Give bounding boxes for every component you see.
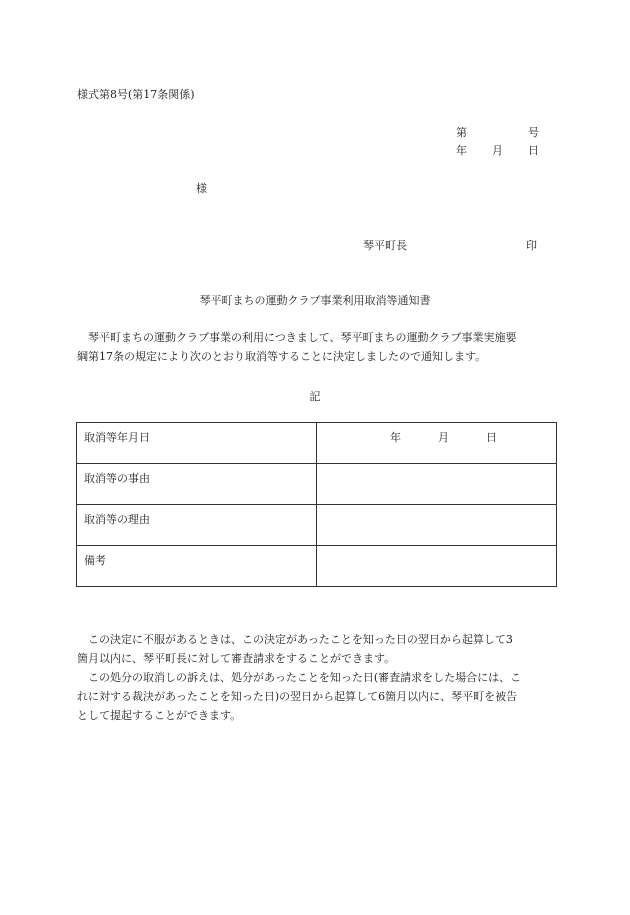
row-value: [317, 423, 557, 464]
body-paragraph: [77, 328, 555, 366]
notes-line: として提起することができます。: [77, 709, 242, 722]
row-label: 備考: [77, 546, 317, 587]
row-value: [317, 505, 557, 546]
table-row: [77, 546, 557, 587]
doc-no-prefix: 第: [456, 126, 467, 139]
row-label: 取消等年月日: [77, 423, 317, 464]
table-row: [77, 464, 557, 505]
notice-title: 琴平町まちの運動クラブ事業利用取消等通知書: [199, 294, 431, 307]
date-month: 月: [492, 144, 503, 157]
row-label: 取消等の事由: [77, 464, 317, 505]
table-row: [77, 505, 557, 546]
row-label: 取消等の理由: [77, 505, 317, 546]
row-value: [317, 546, 557, 587]
row-value: [317, 464, 557, 505]
doc-no-suffix: 号: [528, 126, 539, 139]
table-row: [77, 423, 557, 464]
appeal-notes: [77, 630, 555, 725]
notes-line: 箇月以内に、琴平町長に対して審査請求をすることができます。: [77, 652, 396, 665]
body-line: 琴平町まちの運動クラブ事業の利用につきまして、琴平町まちの運動クラブ事業実施要: [77, 331, 517, 344]
addressee-honorific: 様: [196, 182, 207, 195]
issuer-title: 琴平町長: [363, 239, 407, 252]
date-year: 年: [456, 144, 467, 157]
date-day: 日: [528, 144, 539, 157]
value-day: 日: [486, 431, 497, 444]
details-table: [76, 422, 557, 587]
notes-line: この処分の取消しの訴えは、処分があったことを知った日(審査請求をした場合には、こ: [77, 671, 522, 684]
notes-line: れに対する裁決があったことを知った日)の翌日から起算して6箇月以内に、琴平町を被告: [77, 690, 518, 703]
form-number: 様式第8号(第17条関係): [77, 88, 195, 101]
body-line: 綱第17条の規定により次のとおり取消等することに決定しましたので通知します。: [77, 350, 487, 363]
ki-mark: 記: [309, 390, 321, 403]
notes-line: この決定に不服があるときは、この決定があったことを知った日の翌日から起算して3: [77, 633, 513, 646]
cancellation-date-value: [324, 429, 549, 443]
value-year: 年: [390, 431, 401, 444]
value-month: 月: [438, 431, 449, 444]
seal-mark: 印: [526, 239, 537, 252]
